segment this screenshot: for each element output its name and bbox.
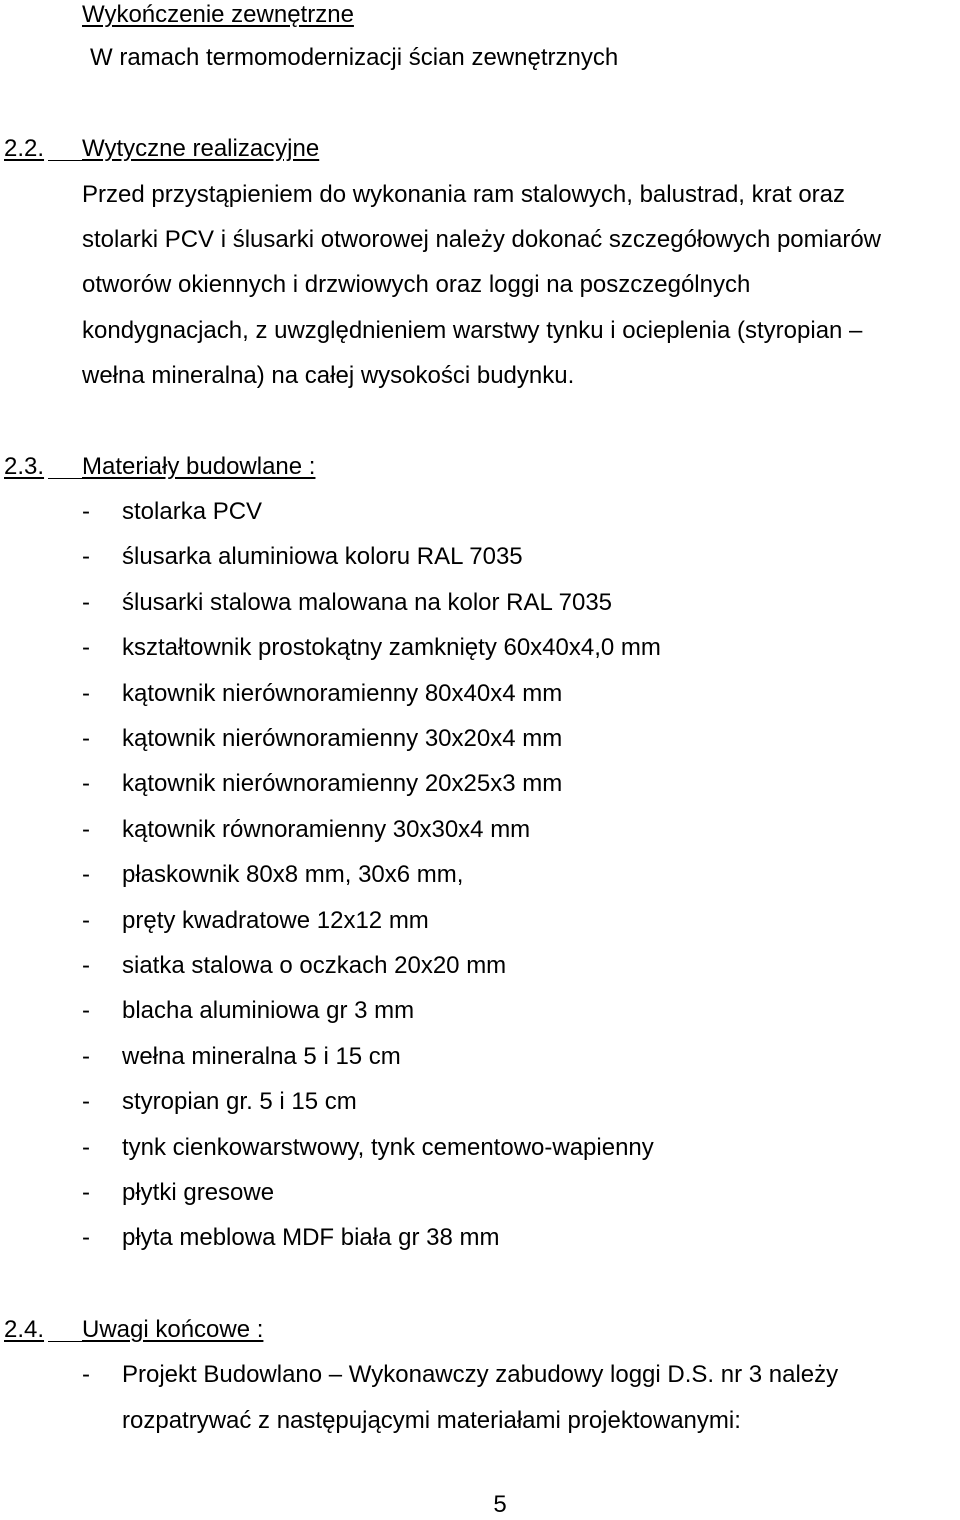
- list-bullet: -: [82, 634, 90, 661]
- list-item: tynk cienkowarstwowy, tynk cementowo-wapienny: [122, 1134, 654, 1161]
- remarks-line: rozpatrywać z następującymi materiałami projektowanymi:: [122, 1407, 741, 1434]
- heading-underline-gap: [48, 449, 82, 479]
- list-bullet: -: [82, 1224, 90, 1251]
- list-bullet: -: [82, 1043, 90, 1070]
- section-heading-2-3: Materiały budowlane :: [82, 453, 316, 480]
- list-item: stolarka PCV: [122, 498, 263, 525]
- section-heading-2-4: Uwagi końcowe :: [82, 1316, 264, 1343]
- list-item: płyta meblowa MDF biała gr 38 mm: [122, 1224, 500, 1251]
- list-item: płytki gresowe: [122, 1179, 275, 1206]
- list-item: pręty kwadratowe 12x12 mm: [122, 907, 429, 934]
- list-item: kształtownik prostokątny zamknięty 60x40x4,0 mm: [122, 634, 661, 661]
- list-item: blacha aluminiowa gr 3 mm: [122, 997, 415, 1024]
- heading-underline-gap: [48, 131, 82, 161]
- list-bullet: -: [82, 1361, 90, 1388]
- list-bullet: -: [82, 1134, 90, 1161]
- remarks-line: Projekt Budowlano – Wykonawczy zabudowy loggi D.S. nr 3 należy: [122, 1361, 839, 1388]
- list-item: styropian gr. 5 i 15 cm: [122, 1088, 357, 1115]
- list-bullet: -: [82, 589, 90, 616]
- paragraph-line: Przed przystąpieniem do wykonania ram stalowych, balustrad, krat oraz: [82, 181, 846, 208]
- list-bullet: -: [82, 543, 90, 570]
- page-number: 5: [493, 1491, 507, 1518]
- list-bullet: -: [82, 725, 90, 752]
- list-bullet: -: [82, 770, 90, 797]
- list-bullet: -: [82, 498, 90, 525]
- section-number-2-2: 2.2.: [4, 135, 45, 162]
- section-subtitle: W ramach termomodernizacji ścian zewnętrznych: [90, 44, 619, 71]
- list-bullet: -: [82, 907, 90, 934]
- list-item: siatka stalowa o oczkach 20x20 mm: [122, 952, 507, 979]
- list-bullet: -: [82, 1088, 90, 1115]
- list-bullet: -: [82, 680, 90, 707]
- list-bullet: -: [82, 861, 90, 888]
- section-number-2-3: 2.3.: [4, 453, 45, 480]
- list-item: kątownik równoramienny 30x30x4 mm: [122, 816, 531, 843]
- list-bullet: -: [82, 816, 90, 843]
- paragraph-line: wełna mineralna) na całej wysokości budynku.: [82, 362, 575, 389]
- list-item: ślusarka aluminiowa koloru RAL 7035: [122, 543, 523, 570]
- section-number-2-4: 2.4.: [4, 1316, 45, 1343]
- paragraph-line: stolarki PCV i ślusarki otworowej należy dokonać szczegółowych pomiarów: [82, 226, 881, 253]
- paragraph-line: kondygnacjach, z uwzględnieniem warstwy tynku i ocieplenia (styropian –: [82, 317, 863, 344]
- list-item: kątownik nierównoramienny 20x25x3 mm: [122, 770, 563, 797]
- section-title: Wykończenie zewnętrzne: [82, 1, 354, 28]
- list-item: kątownik nierównoramienny 30x20x4 mm: [122, 725, 563, 752]
- list-bullet: -: [82, 1179, 90, 1206]
- section-heading-2-2: Wytyczne realizacyjne: [82, 135, 320, 162]
- list-item: kątownik nierównoramienny 80x40x4 mm: [122, 680, 563, 707]
- list-item: wełna mineralna 5 i 15 cm: [122, 1043, 401, 1070]
- list-item: ślusarki stalowa malowana na kolor RAL 7035: [122, 589, 613, 616]
- heading-underline-gap: [48, 1312, 82, 1342]
- list-bullet: -: [82, 997, 90, 1024]
- list-item: płaskownik 80x8 mm, 30x6 mm,: [122, 861, 464, 888]
- list-bullet: -: [82, 952, 90, 979]
- paragraph-line: otworów okiennych i drzwiowych oraz loggi na poszczególnych: [82, 271, 751, 298]
